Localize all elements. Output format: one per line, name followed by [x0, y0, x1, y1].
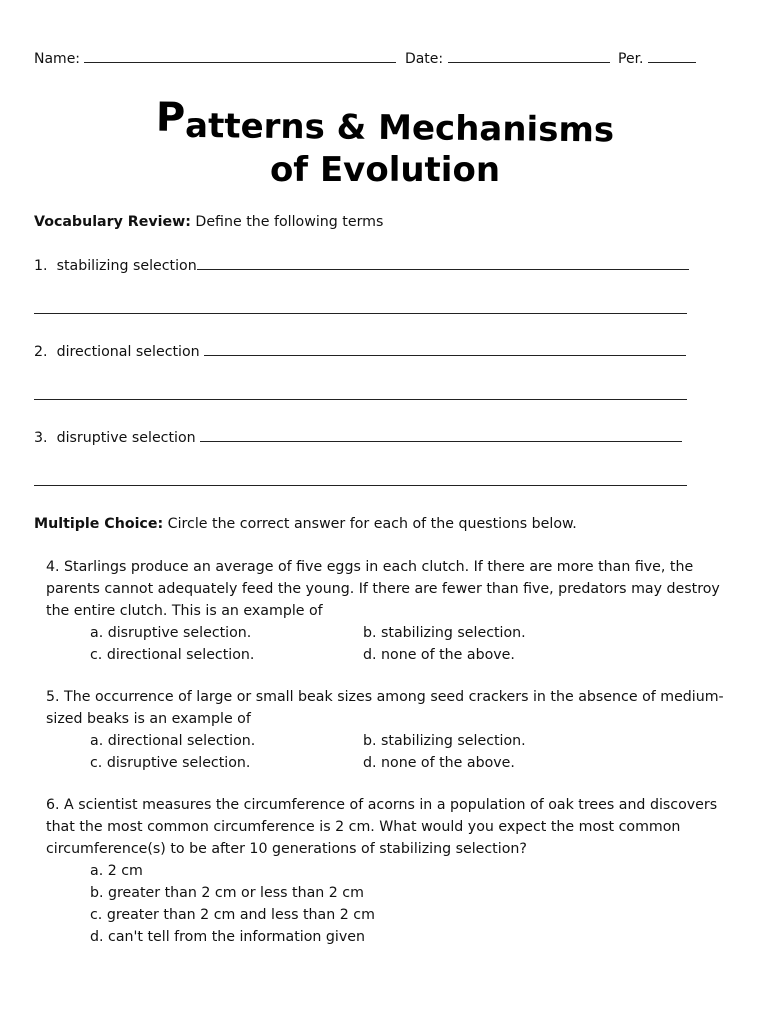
page-title-line-1	[0, 96, 770, 152]
answer-option-c[interactable]: c. disruptive selection.	[90, 755, 251, 771]
question-text: 4. Starlings produce an average of five eggs in each clutch. If there are more than five, the	[46, 559, 694, 575]
vocab-item-3	[34, 428, 682, 447]
vocabulary-label: Vocabulary Review:	[34, 214, 191, 230]
multiple-choice-instruction: Circle the correct answer for each of the questions below.	[167, 516, 577, 532]
definition-blank[interactable]	[204, 342, 686, 356]
multiple-choice-heading	[34, 515, 577, 533]
definition-blank[interactable]	[197, 256, 689, 270]
name-label: Name:	[34, 51, 81, 67]
date-blank[interactable]	[448, 49, 610, 63]
answer-option-a[interactable]: a. disruptive selection.	[90, 625, 252, 641]
answer-option-a[interactable]: a. 2 cm	[90, 863, 143, 879]
date-label: Date:	[404, 51, 444, 67]
definition-line[interactable]	[34, 313, 687, 314]
answer-option-d[interactable]: d. none of the above.	[363, 647, 515, 663]
vocab-term: directional selection	[56, 344, 200, 360]
vocab-number: 3.	[34, 430, 48, 446]
question-text: 5. The occurrence of large or small beak sizes among seed crackers in the absence of medium-	[46, 689, 724, 705]
definition-blank[interactable]	[200, 428, 682, 442]
multiple-choice-label: Multiple Choice:	[34, 516, 164, 532]
vocab-term: stabilizing selection	[56, 258, 197, 274]
vocab-term: disruptive selection	[56, 430, 196, 446]
question-text: the entire clutch. This is an example of	[46, 603, 323, 619]
question-text: that the most common circumference is 2 cm. What would you expect the most common	[46, 819, 681, 835]
definition-line[interactable]	[34, 485, 687, 486]
name-blank[interactable]	[84, 49, 396, 63]
answer-option-b[interactable]: b. stabilizing selection.	[363, 625, 526, 641]
question-text: parents cannot adequately feed the young. If there are fewer than five, predators may destroy	[46, 581, 720, 597]
answer-option-a[interactable]: a. directional selection.	[90, 733, 256, 749]
answer-option-d[interactable]: d. can't tell from the information given	[90, 929, 365, 945]
question-text: circumference(s) to be after 10 generations of stabilizing selection?	[46, 841, 527, 857]
answer-option-c[interactable]: c. directional selection.	[90, 647, 255, 663]
answer-option-b[interactable]: b. greater than 2 cm or less than 2 cm	[90, 885, 364, 901]
vocabulary-instruction: Define the following terms	[195, 214, 384, 230]
title-first-letter: P	[155, 94, 186, 141]
period-blank[interactable]	[648, 49, 696, 63]
answer-option-b[interactable]: b. stabilizing selection.	[363, 733, 526, 749]
question-text: 6. A scientist measures the circumference of acorns in a population of oak trees and discovers	[46, 797, 718, 813]
header-row	[34, 49, 696, 68]
vocab-number: 2.	[34, 344, 48, 360]
vocab-item-2	[34, 342, 686, 361]
vocab-item-1	[34, 256, 689, 275]
vocabulary-heading	[34, 213, 383, 231]
title-line1-text: atterns & Mechanisms	[184, 105, 615, 151]
vocab-number: 1.	[34, 258, 48, 274]
definition-line[interactable]	[34, 399, 687, 400]
question-text: sized beaks is an example of	[46, 711, 251, 727]
answer-option-d[interactable]: d. none of the above.	[363, 755, 515, 771]
answer-option-c[interactable]: c. greater than 2 cm and less than 2 cm	[90, 907, 375, 923]
page-title-line-2: of Evolution	[269, 150, 501, 190]
period-label: Per.	[618, 51, 644, 67]
